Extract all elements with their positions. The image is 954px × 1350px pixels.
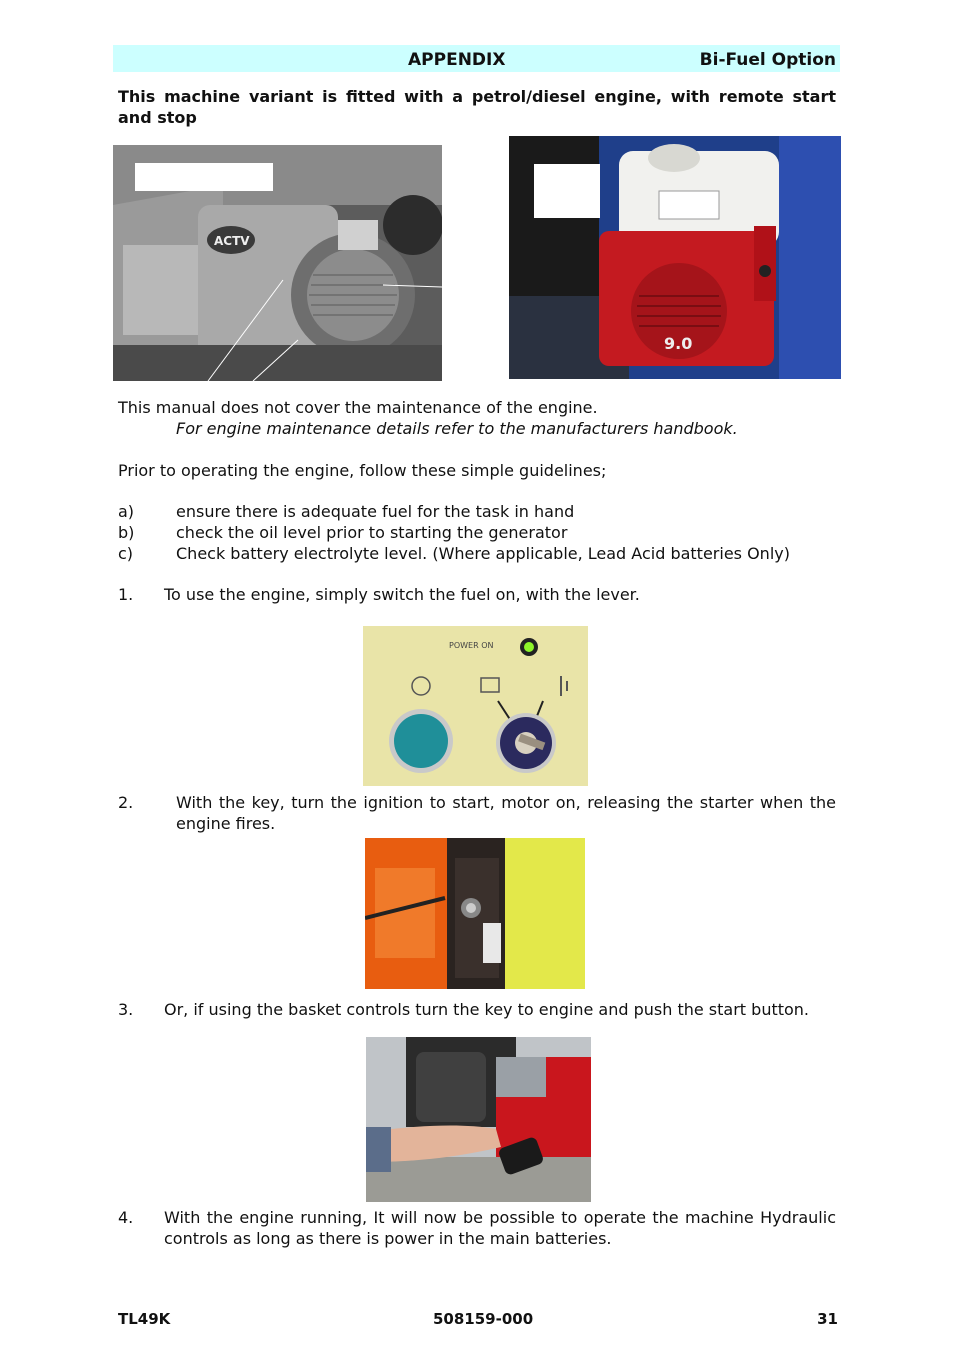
guidelines-intro: Prior to operating the engine, follow these simple guidelines; bbox=[118, 461, 607, 480]
header-topic: Bi-Fuel Option bbox=[699, 50, 836, 70]
footer-model: TL49K bbox=[118, 1310, 171, 1328]
intro-text: This machine variant is fitted with a petrol/diesel engine, with remote start and stop bbox=[118, 87, 836, 127]
step-text-3: Or, if using the basket controls turn the key to engine and push the start button. bbox=[164, 1000, 810, 1019]
basket-controls-photo bbox=[366, 1037, 591, 1202]
svg-text:ACTV: ACTV bbox=[214, 234, 250, 248]
step-text-4: With the engine running, It will now be possible to operate the machine Hydraulic controls as long as there is power in the main batteries. bbox=[164, 1208, 836, 1248]
step-text-2: With the key, turn the ignition to start, motor on, releasing the starter when the engine fires. bbox=[176, 793, 836, 833]
guideline-label-b: b) bbox=[118, 523, 135, 542]
step-text-1: To use the engine, simply switch the fuel on, with the lever. bbox=[164, 585, 640, 604]
step-number-1: 1. bbox=[118, 585, 134, 604]
maintenance-note: This manual does not cover the maintenance of the engine. bbox=[118, 398, 598, 417]
guideline-label-a: a) bbox=[118, 502, 135, 521]
maintenance-reference: For engine maintenance details refer to the manufacturers handbook. bbox=[176, 419, 738, 438]
svg-text:9.0: 9.0 bbox=[664, 334, 693, 353]
control-panel-photo bbox=[363, 626, 588, 786]
footer-page-number: 31 bbox=[817, 1310, 838, 1328]
header-section: APPENDIX bbox=[408, 50, 506, 70]
guideline-text-c: Check battery electrolyte level. (Where applicable, Lead Acid batteries Only) bbox=[176, 544, 790, 563]
step-number-2: 2. bbox=[118, 793, 134, 812]
key-switch-photo bbox=[365, 838, 585, 989]
kubota-engine-photo bbox=[113, 145, 442, 381]
footer-part-number: 508159-000 bbox=[433, 1310, 534, 1328]
guideline-label-c: c) bbox=[118, 544, 134, 563]
guideline-text-a: ensure there is adequate fuel for the task in hand bbox=[176, 502, 575, 521]
honda-engine-photo bbox=[509, 136, 841, 379]
step-number-4: 4. bbox=[118, 1208, 134, 1227]
step-number-3: 3. bbox=[118, 1000, 134, 1019]
panel-power-on-label: POWER ON bbox=[449, 641, 494, 650]
guideline-text-b: check the oil level prior to starting the generator bbox=[176, 523, 568, 542]
